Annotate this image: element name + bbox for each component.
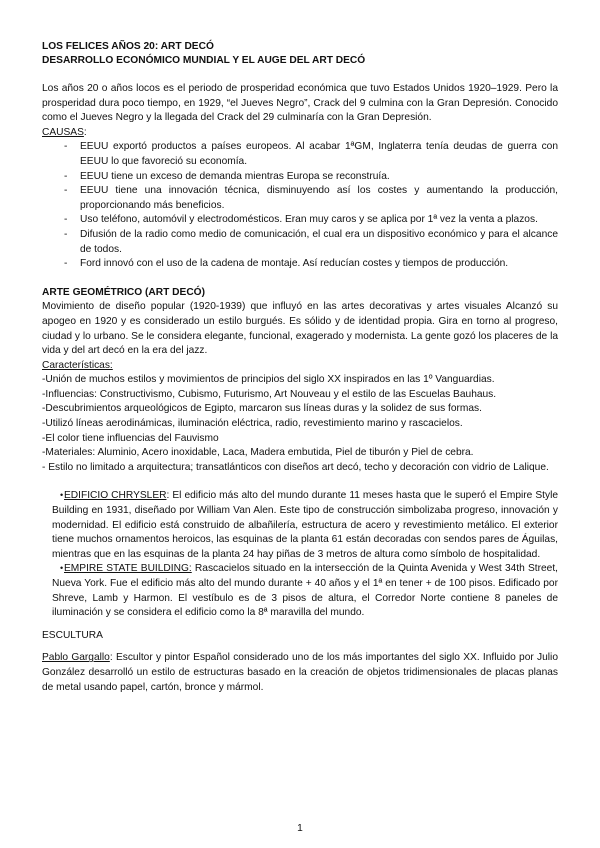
list-item: - Ford innovó con el uso de la cadena de montaje. Así reducían costes y tiempos de producción. [64,257,558,272]
list-item: - EEUU exportó productos a países europeos. Al acabar 1ªGM, Inglaterra tenía deudas de guerra con EEUU lo que favoreció su economía. [64,140,558,169]
gargallo-name: Pablo Gargallo [42,652,110,664]
chrysler-paragraph [42,489,558,562]
gargallo-text: : Escultor y pintor Español considerado uno de los más importantes del siglo XX. Influido por Julio González desarrolló un estilo de estructuras basado en la creación de objetos tridimensionales de placas planas de metal usando papel, cartón, bronce y mármol. [42,652,558,693]
caracteristica-line: -Unión de muchos estilos y movimientos de principios del siglo XX inspirados en las 1º Vanguardias. [42,374,495,386]
caracteristica-line: -Utilizó líneas aerodinámicas, iluminación eléctrica, radio, revestimiento marino y rascacielos. [42,418,463,430]
page-number: 1 [297,823,303,834]
document-title: LOS FELICES AÑOS 20: ART DECÓ [42,41,214,52]
list-item: - Difusión de la radio como medio de comunicación, el cual era un dispositivo económico y para el alcance de todos. [64,228,558,257]
list-item: - Uso teléfono, automóvil y electrodomésticos. Eran muy caros y se aplica por 1ª vez la venta a plazos. [64,213,558,228]
caracteristica-line: -Influencias: Constructivismo, Cubismo, Futurismo, Art Nouveau y el estilo de las Escuelas Bauhaus. [42,388,497,400]
arte-heading: ARTE GEOMÉTRICO (ART DECÓ) [42,286,205,298]
chrysler-label: EDIFICIO CHRYSLER [64,490,167,502]
bullet-icon: • [60,563,64,574]
caracteristicas-label: Características: [42,359,113,371]
intro-paragraph: Los años 20 o años locos es el periodo de prosperidad económica que tuvo Estados Unidos 1920–1929. Pero la prosperidad dura poco tiempo, en 1929, “el Jueves Negro”, Crack del 9 culmina con la Gran Depresión. Conocido como el Jueves Negro y la llegada del Crack del 29 culminaría con la Gran Depresión. [42,83,558,124]
list-item: - EEUU tiene un exceso de demanda mientras Europa se reconstruía. [64,170,558,185]
empire-text: Rascacielos situado en la intersección de la Quinta Avenida y West 34th Street, Nueva York. Fue el edificio más alto del mundo durante + 40 años y el 1ª en tener + de 100 pisos. Edificado por Shreve, Lamb y Harmon. El vestíbulo es de 3 pisos de altura, el Corredor Norte contiene 8 paneles de iluminación y se considera el edificio como la 8ª maravilla del mundo. [52,563,559,619]
empire-label: EMPIRE STATE BUILDING: [64,563,192,575]
document-subtitle: DESARROLLO ECONÓMICO MUNDIAL Y EL AUGE DEL ART DECÓ [42,55,366,66]
empire-paragraph [42,562,558,620]
gargallo-paragraph [42,651,558,695]
arte-description: Movimiento de diseño popular (1920-1939) que influyó en las artes decorativas y artes visuales Alcanzó su apogeo en 1920 y es considerado un estilo burgués. Es sólido y de identidad propia. Gira en torno al progreso, ciudad y lo urbano. Se le considera elegante, funcional, exagerado y modernista. La gente gozó los placeres de la vida y del art decó en la era del jazz. [42,301,558,357]
document-page [42,40,558,695]
causas-colon: : [83,126,87,138]
causas-list [42,140,558,271]
list-item: - EEUU tiene una innovación técnica, disminuyendo así los costes y aumentando la producción, proporcionando más beneficios. [64,184,558,213]
caracteristica-line: - Estilo no limitado a arquitectura; transatlánticos con diseños art decó, techo y decoración con vidrio de Lalique. [42,461,549,473]
caracteristica-line: -Descubrimientos arqueológicos de Egipto, marcaron sus líneas duras y la solidez de sus formas. [42,403,482,415]
causas-label: CAUSAS [42,126,84,138]
caracteristica-line: -Materiales: Aluminio, Acero inoxidable, Laca, Madera embutida, Piel de tiburón y Piel de cebra. [42,447,474,459]
escultura-heading: ESCULTURA [42,629,103,641]
caracteristica-line: -El color tiene influencias del Fauvismo [42,432,219,444]
chrysler-text: : El edificio más alto del mundo durante 11 meses hasta que le superó el Empire Style Building en 1931, diseñado por William Van Alen. Este tipo de construcción simbolizaba progreso, innovación y modernidad. El edificio está construido de albañilería, estructura de acero y revestimiento metálico. El exterior tiene muchos ornamentos heroicos, las esquinas de la planta 61 están decoradas con sendos pares de Águilas, mientras que en las esquinas de la planta 24 hay piñas de 3 metros de altura como símbolo de hospitalidad. [52,490,558,560]
bullet-icon: • [60,490,64,501]
causas-heading [42,126,558,141]
